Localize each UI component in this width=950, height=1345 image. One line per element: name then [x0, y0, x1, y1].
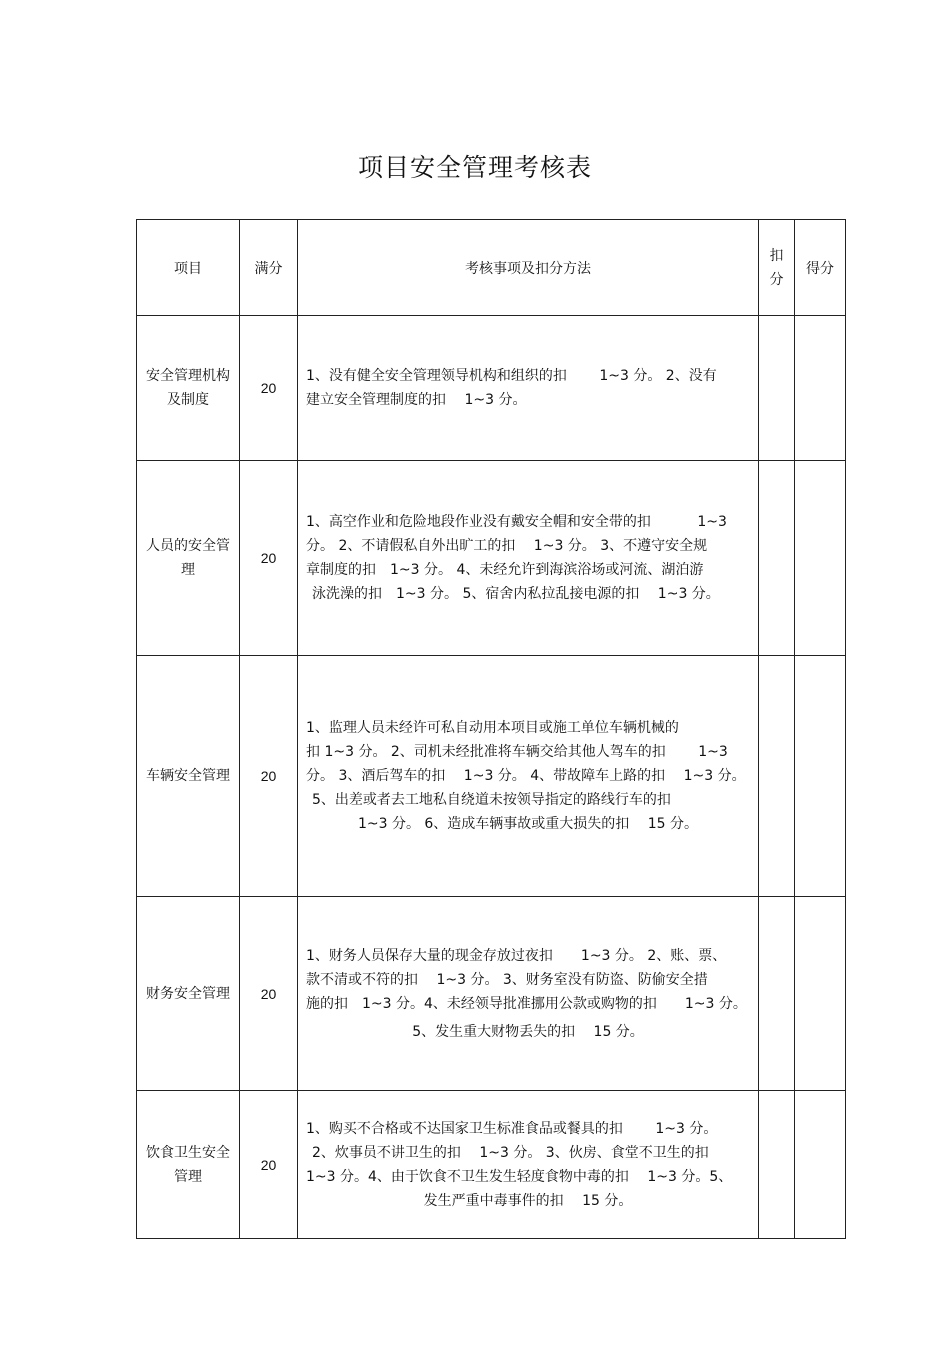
row-score-cell [795, 316, 846, 461]
row-deduct-cell [759, 1091, 795, 1239]
row-item-name: 饮食卫生安全管理 [137, 1091, 240, 1239]
row-method [298, 656, 759, 897]
method-line: 发生严重中毒事件的扣 15 分。 [423, 1192, 633, 1209]
table-row [137, 1091, 846, 1239]
row-score-cell [795, 656, 846, 897]
document-title: 项目安全管理考核表 [357, 153, 592, 182]
row-full-score: 20 [240, 461, 298, 656]
method-line: 款不清或不符的扣 1~3 分。 3、财务室没有防盗、防偷安全措 [306, 971, 708, 988]
table-row [137, 461, 846, 656]
method-line: 分。 3、酒后驾车的扣 1~3 分。 4、带故障车上路的扣 1~3 分。 [306, 768, 746, 784]
row-full-score: 20 [240, 656, 298, 897]
header-deduct-char-1: 扣 [769, 247, 784, 264]
method-line: 1~3 分。 6、造成车辆事故或重大损失的扣 15 分。 [357, 816, 699, 832]
table-row [137, 656, 846, 897]
header-method: 考核事项及扣分方法 [298, 220, 759, 316]
method-line: 分。 2、不请假私自外出旷工的扣 1~3 分。 3、不遵守安全规 [306, 538, 708, 554]
method-line: 扣 1~3 分。 2、司机未经批准将车辆交给其他人驾车的扣 1~3 [306, 744, 728, 760]
method-line: 2、炊事员不讲卫生的扣 1~3 分。 3、伙房、食堂不卫生的扣 [312, 1144, 709, 1161]
method-line: 1~3 分。4、由于饮食不卫生发生轻度食物中毒的扣 1~3 分。5、 [306, 1168, 733, 1185]
method-line: 泳洗澡的扣 1~3 分。 5、宿舍内私拉乱接电源的扣 1~3 分。 [312, 586, 720, 602]
row-score-cell [795, 1091, 846, 1239]
row-method [298, 461, 759, 656]
method-line: 1、监理人员未经许可私自动用本项目或施工单位车辆机械的 [306, 720, 679, 736]
row-full-score: 20 [240, 897, 298, 1091]
row-method [298, 1091, 759, 1239]
header-full-score: 满分 [240, 220, 298, 316]
assessment-table [136, 219, 846, 1239]
row-item-name: 安全管理机构及制度 [137, 316, 240, 461]
table-row [137, 897, 846, 1091]
method-line: 章制度的扣 1~3 分。 4、未经允许到海滨浴场或河流、湖泊游 [306, 562, 704, 578]
row-item-name: 财务安全管理 [137, 897, 240, 1091]
header-item: 项目 [137, 220, 240, 316]
method-line: 1、高空作业和危险地段作业没有戴安全帽和安全带的扣 1~3 [306, 514, 727, 530]
table-row [137, 316, 846, 461]
row-item-name: 人员的安全管理 [137, 461, 240, 656]
method-line: 1、财务人员保存大量的现金存放过夜扣 1~3 分。 2、账、票、 [306, 947, 727, 964]
method-line: 1、没有健全安全管理领导机构和组织的扣 1~3 分。 2、没有 [306, 368, 717, 384]
header-deduct-char-2: 分 [769, 271, 784, 288]
header-score: 得分 [795, 220, 846, 316]
header-deduct [759, 220, 795, 316]
row-item-name: 车辆安全管理 [137, 656, 240, 897]
row-deduct-cell [759, 897, 795, 1091]
row-full-score: 20 [240, 1091, 298, 1239]
row-deduct-cell [759, 461, 795, 656]
row-method [298, 897, 759, 1091]
method-line: 5、出差或者去工地私自绕道未按领导指定的路线行车的扣 [312, 792, 671, 808]
row-deduct-cell [759, 316, 795, 461]
row-method [298, 316, 759, 461]
row-score-cell [795, 897, 846, 1091]
method-line: 建立安全管理制度的扣 1~3 分。 [306, 392, 527, 408]
method-line: 施的扣 1~3 分。4、未经领导批准挪用公款或购物的扣 1~3 分。 [306, 995, 747, 1012]
row-full-score: 20 [240, 316, 298, 461]
method-line: 1、购买不合格或不达国家卫生标准食品或餐具的扣 1~3 分。 [306, 1120, 718, 1137]
row-score-cell [795, 461, 846, 656]
table-header-row [137, 220, 846, 316]
method-line: 5、发生重大财物丢失的扣 15 分。 [412, 1023, 644, 1040]
row-deduct-cell [759, 656, 795, 897]
